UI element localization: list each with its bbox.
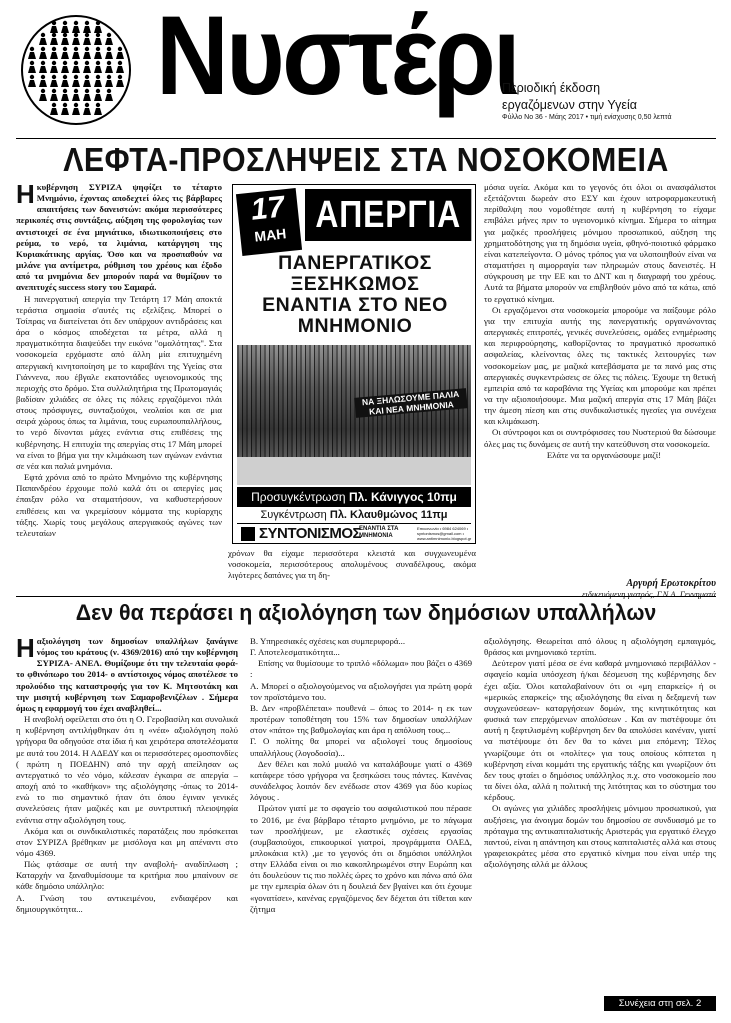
logo-figure-head <box>107 47 111 51</box>
logo-figure-head <box>118 75 122 79</box>
logo-figure-head <box>52 89 56 93</box>
strike-poster <box>232 184 476 544</box>
pre-rally-label: Προσυγκέντρωση <box>251 490 346 504</box>
organizer-tagline: ΕΝΑΝΤΙΑ ΣΤΑ ΜΝΗΜΟΝΙΑ <box>359 526 399 539</box>
logo-figure-head <box>85 47 89 51</box>
logo-figure-head <box>52 47 56 51</box>
logo-figure-head <box>63 75 67 79</box>
article1-drop-cap: Η <box>16 182 35 209</box>
article1-paragraph: μόσια υγεία. Ακόμα και το γεγονός ότι όλοι οι ανασφάλιστοι εξετάζονται δωρεάν στο ΕΣΥ και έχουν ιατροφαρμακευτική περίθαλψη που νομοθέτησε αυτή η κυβέρνηση το είχαμε επιβάλει μήνες πριν το υγειονομικό κίνημα. Σήμερα το αίτημα για μαζικές προσλήψεις μόνιμου προσωπικού, αύξηση της χρηματοδότησης για τη δημόσια υγεία, φθηνό-ποιοτικό φάρμακο είναι κατεπείγοντα. Ο μόνος τρόπος για να υλοποιηθούν είναι να σταματήσει η αιμορραγία των πληρωμών στους δανειστές. Η σύγκρουση με την ΕΕ και το ΔΝΤ και η διαγραφή του χρέους. Αυτά τα βήματα μπορούν να επιβληθούν μόνο από τα κάτω, από το εργατικό κίνημα. <box>484 182 716 304</box>
organizer-box <box>237 523 471 543</box>
masthead-subtitle <box>502 80 637 114</box>
logo-figure-head <box>96 21 100 25</box>
rally-label: Συγκέντρωση <box>260 509 327 521</box>
logo-figure-head <box>30 47 34 51</box>
logo-figure-head <box>63 47 67 51</box>
organizer-contact: Επικοινωνία • 6984 624069 • syntonismos@gmail.com • www.antimnimonio.blogspot.gr <box>417 526 472 541</box>
issue-info: Φύλλο Νο 36 - Μάης 2017 • τιμή ενίσχυσης 0,50 λεπτά <box>502 114 672 121</box>
article2-paragraph: Οι αγώνες για χιλιάδες προσλήψεις μόνιμου προσωπικού, για αυξήσεις, για άνοιγμα δομών του δημοσίου σε συνδυασμό με το πρόταγμα της αντικαπιταλιστικής Αριστεράς για εργατικό έλεγχο παντού, είναι η απάντηση και στους καπιταλιστές αλλά και στους γραφειοκράτες μέσα στο εργατικό κίνημα που είναι υπέρ της αξιολόγησης αλλά με άλλους <box>484 803 716 870</box>
article1-paragraph: Ελάτε να τα οργανώσουμε μαζί! <box>546 449 662 460</box>
logo-figure-head <box>107 61 111 65</box>
article2-paragraph: Πώς φτάσαμε σε αυτή την αναβολή- αναδίπλωση ; Καταρχήν να ξαναθυμίσουμε τα κριτήρια που μπαίνουν σε κάθε δημόσιο υπάλληλο: <box>16 859 238 892</box>
article2-paragraph: Η αναβολή οφείλεται στο ότι η Ο. Γεροβασίλη και συνολικά η κυβέρνηση αντιλήφθηκαν ότι η «νέα» αξιολόγηση πολύ γρήγορα θα οδηγούσε στα ίδια ή και χειρότερα αποτελέσματα με αυτά του 2014. Η ΑΔΕΔΥ και οι περισσότερες ομοσπονδίες ( πρώτη η ΠΟΕΔΗΝ) από την αρχή απείλησαν ως αντεργατικό το νέο νόμο, κάλεσαν έγκαιρα σε απεργία – αποχή από το «καθήκον» της αξιολόγησης -όπως το 2014- ενώ το πιο σημαντικό ήταν ότι όπου έγιναν γενικές συνελεύσεις ήταν μαζικές και με συντριπτική πλειοψηφία ενάντια στην αξιολόγηση τους. <box>16 714 238 825</box>
article2-paragraph: Ακόμα και οι συνδικαλιστικές παρατάξεις που πρόσκειται στον ΣΥΡΙΖΑ βρέθηκαν με μισόλογα και μη απέναντι στο νόμο 4369. <box>16 825 238 858</box>
article2-column2 <box>250 636 472 1008</box>
logo-figure-head <box>85 61 89 65</box>
article1-column2-bottom <box>228 548 476 588</box>
logo-figure-head <box>96 89 100 93</box>
logo-figure-head <box>63 33 67 37</box>
article1-column1 <box>16 182 222 584</box>
masthead-subtitle-line1: Περιοδική έκδοση <box>502 81 601 95</box>
article1-paragraph: χρόνων θα είχαμε περισσότερα κλειστά και συγχωνευμένα νοσοκομεία, περισσότερους απολυμένους συναδέλφους, ακόμα λιγότερες δαπάνες για τη δη- <box>228 548 476 581</box>
article2-lead: αξιολόγηση των δημοσίων υπαλλήλων ξανάγινε νόμος του κράτους (ν. 4369/2016) από την κυβέρνηση ΣΥΡΙΖΑ- ΑΝΕΛ. Θυμίζουμε ότι την τελευταία φορά- το φθινόπωρο του 2014- ο αντίστοιχος νόμος αποτέλεσε το προλούδιο της καταστροφής για τον Κ. Μητσοτάκη και την μισητή κυβέρνηση των Σαμαροβενιζέλων . Σήμερα όμως η εφαρμογή του έχει αναβληθεί... <box>16 636 238 713</box>
pre-rally-place: Πλ. Κάνιγγος 10πμ <box>348 490 457 504</box>
poster-strike-word: ΑΠΕΡΓΙΑ <box>305 189 471 241</box>
logo-figure-head <box>96 103 100 107</box>
logo-figure-head <box>52 103 56 107</box>
logo-figure-head <box>107 75 111 79</box>
globe-people-logo-icon <box>16 8 136 132</box>
pre-rally-info <box>237 487 471 507</box>
article2-paragraph: Α. Μπορεί ο αξιολογούμενος να αξιολογήσει για πρώτη φορά τον προϊστάμενο του. <box>250 680 472 702</box>
article2-paragraph: αξιολόγησης. Θεωρείται από όλους η αξιολόγηση εμπαιγμός, θράσος και μνημονιακό τερτίπι. <box>484 636 716 658</box>
logo-figure-head <box>96 75 100 79</box>
article1-paragraph: Οι εργαζόμενοι στα νοσοκομεία μπορούμε να παίξουμε ρόλο για την επιτυχία αυτής της πανεργατικής οργανώνοντας απεργιακές επιτροπές, γενικές συνελεύσεις, ομάδες ενημέρωσης και περιφρούρησης, καθορίζοντας το πραγματικό προσωπικό ασφαλείας, κλείνοντας όλες τις τακτικές λειτουργίες των νοσοκομείων μας, με μαζικά κατεβάσματα με τα πανό μας στις απεργιακές συγκεντρώσεις σε όλες τις πόλεις. Έχουμε τη θετική εμπειρία από τα καραβάνια της Υγείας και μπορούμε και πρέπει να την αξιοποιήσουμε. Μια μαζική απεργία στις 17 Μάη βάζει την άμεση πίεση και στις συνδικαλιστικές ηγεσίες για συνέχεια και κλιμάκωση. <box>484 304 716 427</box>
article2-paragraph: Β. Δεν «προβλέπεται» πουθενά – όπως το 2014- η εκ των προτέρων τοποθέτηση του 15% των δημοσίων υπαλλήλων στον «πάτο» της βαθμολογίας και άρα η απόλυση τους... <box>250 702 472 736</box>
article1-headline: ΛΕΦΤΑ-ΠΡΟΣΛΗΨΕΙΣ ΣΤΑ ΝΟΣΟΚΟΜΕΙΑ <box>63 141 669 178</box>
poster-slogan-line4: ΜΝΗΜΟΝΙΟ <box>297 315 413 337</box>
logo-figure-head <box>118 47 122 51</box>
poster-date-number: 17 <box>249 190 286 227</box>
article2-headline: Δεν θα περάσει η αξιολόγηση των δημόσιων υπαλλήλων <box>75 600 657 625</box>
logo-figure-head <box>41 33 45 37</box>
article2-paragraph: Δεν θέλει και πολύ μυαλό να καταλάβουμε γιατί ο 4369 κατάφερε τόσο γρήγορα να ξεσηκώσει τους πάντες. Κανένας συνάδελφος λοιπόν δεν ενέδωσε στον 4369 για δύο κυρίως λόγους . <box>250 758 472 803</box>
organizer-logo-icon <box>241 527 255 541</box>
logo-figure-head <box>52 61 56 65</box>
logo-figure-head <box>41 61 45 65</box>
logo-figure-head <box>85 21 89 25</box>
logo-figure-head <box>74 75 78 79</box>
article1-author-role: ειδικευόμενη γιατρός, Γ.Ν.Α. Γεννηματά <box>582 589 716 599</box>
logo-figure-head <box>30 61 34 65</box>
rally-place: Πλ. Κλαυθμώνος 11πμ <box>329 509 448 521</box>
poster-slogan-line2: ΞΕΣΗΚΩΜΟΣ <box>290 273 420 295</box>
logo-figure-head <box>74 33 78 37</box>
logo-figure-head <box>74 61 78 65</box>
article2-column1 <box>16 636 238 1008</box>
logo-figure-head <box>74 103 78 107</box>
article1-paragraph: Η πανεργατική απεργία την Τετάρτη 17 Μάη αποκτά τεράστια σημασία σ'αυτές τις εξελίξεις. Μπορεί ο Τσίπρας να διατείνεται ότι δεν υπάρχουν αντιδράσεις και άρα ο κόσμος αποδέχεται τα μέτρα, αλλά η πραγματικότητα διαψεύδει την εικόνα "ομαλότητας". Στα νοσοκομεία ερχόμαστε από άλλη μία επιτυχημένη απεργιακή κινητοποίηση με το καραβάνι της Υγείας στα Γιάννενα, που έβγαλε εκατοντάδες υγειονομικούς της περιοχής στο δρόμο. Στα συλλαλητήρια της Πρωτομαγιάς βαδίσαν χιλιάδες σε όλες τις πόλεις εργαζόμενοι πλάι στους πρόσφυγες, συνταξιούχοι, νεολαίοι και σε μια σειρά χώρους όπως τα λιμάνια, τους ευρωπουπαλλήλους, το νερό δίνονται μάχες ενάντια στις επιθέσεις της κυβέρνησης. Η επιτυχία της απεργίας στις 17 Μάη μπορεί να είναι το βήμα για την κλιμάκωση των αγώνων ενάντια σε νέα και παλιά μνημόνια. <box>16 293 222 471</box>
logo-figure-head <box>52 33 56 37</box>
logo-figure-head <box>63 89 67 93</box>
logo-figure-head <box>107 89 111 93</box>
photo-street <box>237 457 471 485</box>
logo-figure-head <box>107 33 111 37</box>
logo-figure-head <box>85 103 89 107</box>
article2-drop-cap: Η <box>16 636 35 663</box>
continued-on-page: Συνέχεια στη σελ. 2 <box>604 996 716 1011</box>
masthead-title: Νυστέρι <box>156 0 519 118</box>
logo-figure-head <box>63 61 67 65</box>
logo-figure-head <box>96 61 100 65</box>
article2-paragraph: Επίσης να θυμίσουμε το τριπλό «δόλωμα» που βάζει ο 4369 : <box>250 658 472 680</box>
photo-banner: ΝΑ ΞΗΛΩΣΟΥΜΕ ΠΑΛΙΑ ΚΑΙ ΝΕΑ ΜΝΗΜΟΝΙΑ <box>354 388 467 418</box>
logo-figure-head <box>30 75 34 79</box>
logo-figure-head <box>85 33 89 37</box>
article1-lead: κυβέρνηση ΣΥΡΙΖΑ ψηφίζει το τέταρτο Μνημόνιο, έχοντας αποδεχτεί όλες τις βάρβαρες απαιτήσεις των δανειστών: ακόμα περισσότερες περικοπές στις συντάξεις, αύξηση της φορολογίας των αντιστοιχεί σε ένα μηνιάτικο, ιδιωτικοποιήσεις στο ρεύμα, το νερό, τα λιμάνια, κατάργηση της Κυριακάτικης αργίας. Όσο και να προσπαθούν να μιλάνε για αντίμετρα, ρύθμιση του χρέους και έξοδο από τα μνημόνια δεν μπορούν παρά να θυμίζουν το ανεπιτυχές success story του Σαμαρά. <box>16 182 222 293</box>
logo-figure-head <box>41 89 45 93</box>
logo-figure-head <box>96 47 100 51</box>
logo-figure-head <box>74 89 78 93</box>
poster-slogan-line1: ΠΑΝΕΡΓΑΤΙΚΟΣ <box>278 252 432 274</box>
logo-figure-head <box>63 103 67 107</box>
poster-slogan <box>239 253 471 337</box>
march-photo <box>237 345 471 485</box>
article1-paragraph: Οι σύντροφοι και οι συντρόφισσες του Νυστεριού θα δώσουμε όλες μας τις δυνάμεις σε αυτή την κατεύθυνση στα νοσοκομεία. <box>484 427 716 449</box>
logo-figure-head <box>52 21 56 25</box>
poster-date-month: ΜΑΗ <box>253 225 288 245</box>
section-divider <box>16 596 716 597</box>
poster-date-badge <box>236 188 302 256</box>
article2-paragraph: Πρώτον γιατί με το σφαγείο του ασφαλιστικού που πέρασε το 2016, με ένα βάρβαρο τέταρτο μνημόνιο, με το πάγωμα των προσλήψεων, με ελαστικές σχέσεις εργασίας (συμβασιούχοι, επικουρικοί γιατροί, προγράμματα ΟΑΕΔ, μπλοκάκια κτλ) ,με το γεγονός ότι οι δημόσιοι υπάλληλοι στην Ελλάδα είναι οι πιο κακοπληρωμένοι στην Ευρώπη και ότι δουλεύουν τις πιο πολλές ώρες το χρόνο και πάνω από όλα με την εμπειρία όλων ότι η δουλειά δεν βγαίνει και ότι έχουμε «γονατίσει», κανένας εργαζόμενος δεν δέχεται ότι τίθεται καν ζήτημα <box>250 803 472 914</box>
logo-figure-head <box>85 75 89 79</box>
logo-figure-head <box>74 21 78 25</box>
organizer-name: ΣΥΝΤΟΝΙΣΜΟΣ <box>259 525 362 542</box>
logo-figure-head <box>63 21 67 25</box>
article1-column3 <box>484 182 716 582</box>
masthead-divider <box>16 138 716 139</box>
article1-author-name: Αργυρή Ερωτοκρίτου <box>626 578 716 589</box>
logo-figure-head <box>96 33 100 37</box>
logo-figure-head <box>41 47 45 51</box>
article2-paragraph: Δεύτερον γιατί μέσα σε ένα καθαρά μνημονιακό περιβάλλον - σφαγείο καμία υπόσχεση ή/και δέσμευση της κυβέρνησης δεν έχει αξία. Όλοι καταλαβαίνουν ότι οι «μη επαρκείς» ή οι «μερικώς επαρκείς» της αξιολόγησης θα είναι η δεξαμενή των συγχωνεύσεων- καταργήσεων δομών, της κινητικότητας και φυσικά των επερχόμενων απολύσεων . Και αν πιστέψουμε ότι αυτή η ξεφτιλισμένη κυβέρνηση δεν θα απολύσει κανέναν, γιατί να πιστέψουμε ότι δεν θα το κάνει μια επόμενη; Τέλος γνωρίζουμε ότι οι «πολίτες» για τους οποίους κόπτεται η κυβέρνηση είναι κομμάτι της εργατικής τάξης και γνωρίζουν ότι δεν τους φταίει ο δημόσιος υπάλληλος π.χ. στο νοσοκομείο που τα δίνει όλα, αλλά η πολιτική της λιτότητας και το σύστημα του κέρδους. <box>484 658 716 803</box>
logo-figure-head <box>85 89 89 93</box>
masthead <box>16 0 716 136</box>
logo-figure-head <box>118 61 122 65</box>
logo-figure-head <box>41 75 45 79</box>
article2-column3 <box>484 636 716 992</box>
article2-paragraph: Α. Γνώση του αντικειμένου, ενδιαφέρον και δημιουργικότητα... <box>16 892 238 914</box>
logo-figure-head <box>52 75 56 79</box>
poster-slogan-line3: ΕΝΑΝΤΙΑ ΣΤΟ ΝΕΟ <box>262 294 448 316</box>
article2-paragraph: Γ. Ο πολίτης θα μπορεί να αξιολογεί τους δημοσίους υπαλλήλους (λογοδοσία)... <box>250 736 472 758</box>
article2-paragraph: Β. Υπηρεσιακές σχέσεις και συμπεριφορά... <box>250 636 406 646</box>
article2-paragraph: Γ. Αποτελεσματικότητα... <box>250 647 340 658</box>
rally-info <box>237 507 471 523</box>
logo-figure-head <box>74 47 78 51</box>
masthead-subtitle-line2: εργαζόμενων στην Υγεία <box>502 98 637 112</box>
article1-paragraph: Εφτά χρόνια από το πρώτο Μνημόνιο της κυβέρνησης Παπανδρέου έρχουμε πολύ καλά ότι οι απεργίες μας έπαιξαν ρόλο να σταματήσουν, να καθυστερήσουν επιθέσεις και να γκρεμίσουν κόμματα της κυρίαρχης τάξης. Χωρίς τους μεγάλους απεργιακούς αγώνες των τελευταίων <box>16 472 222 538</box>
